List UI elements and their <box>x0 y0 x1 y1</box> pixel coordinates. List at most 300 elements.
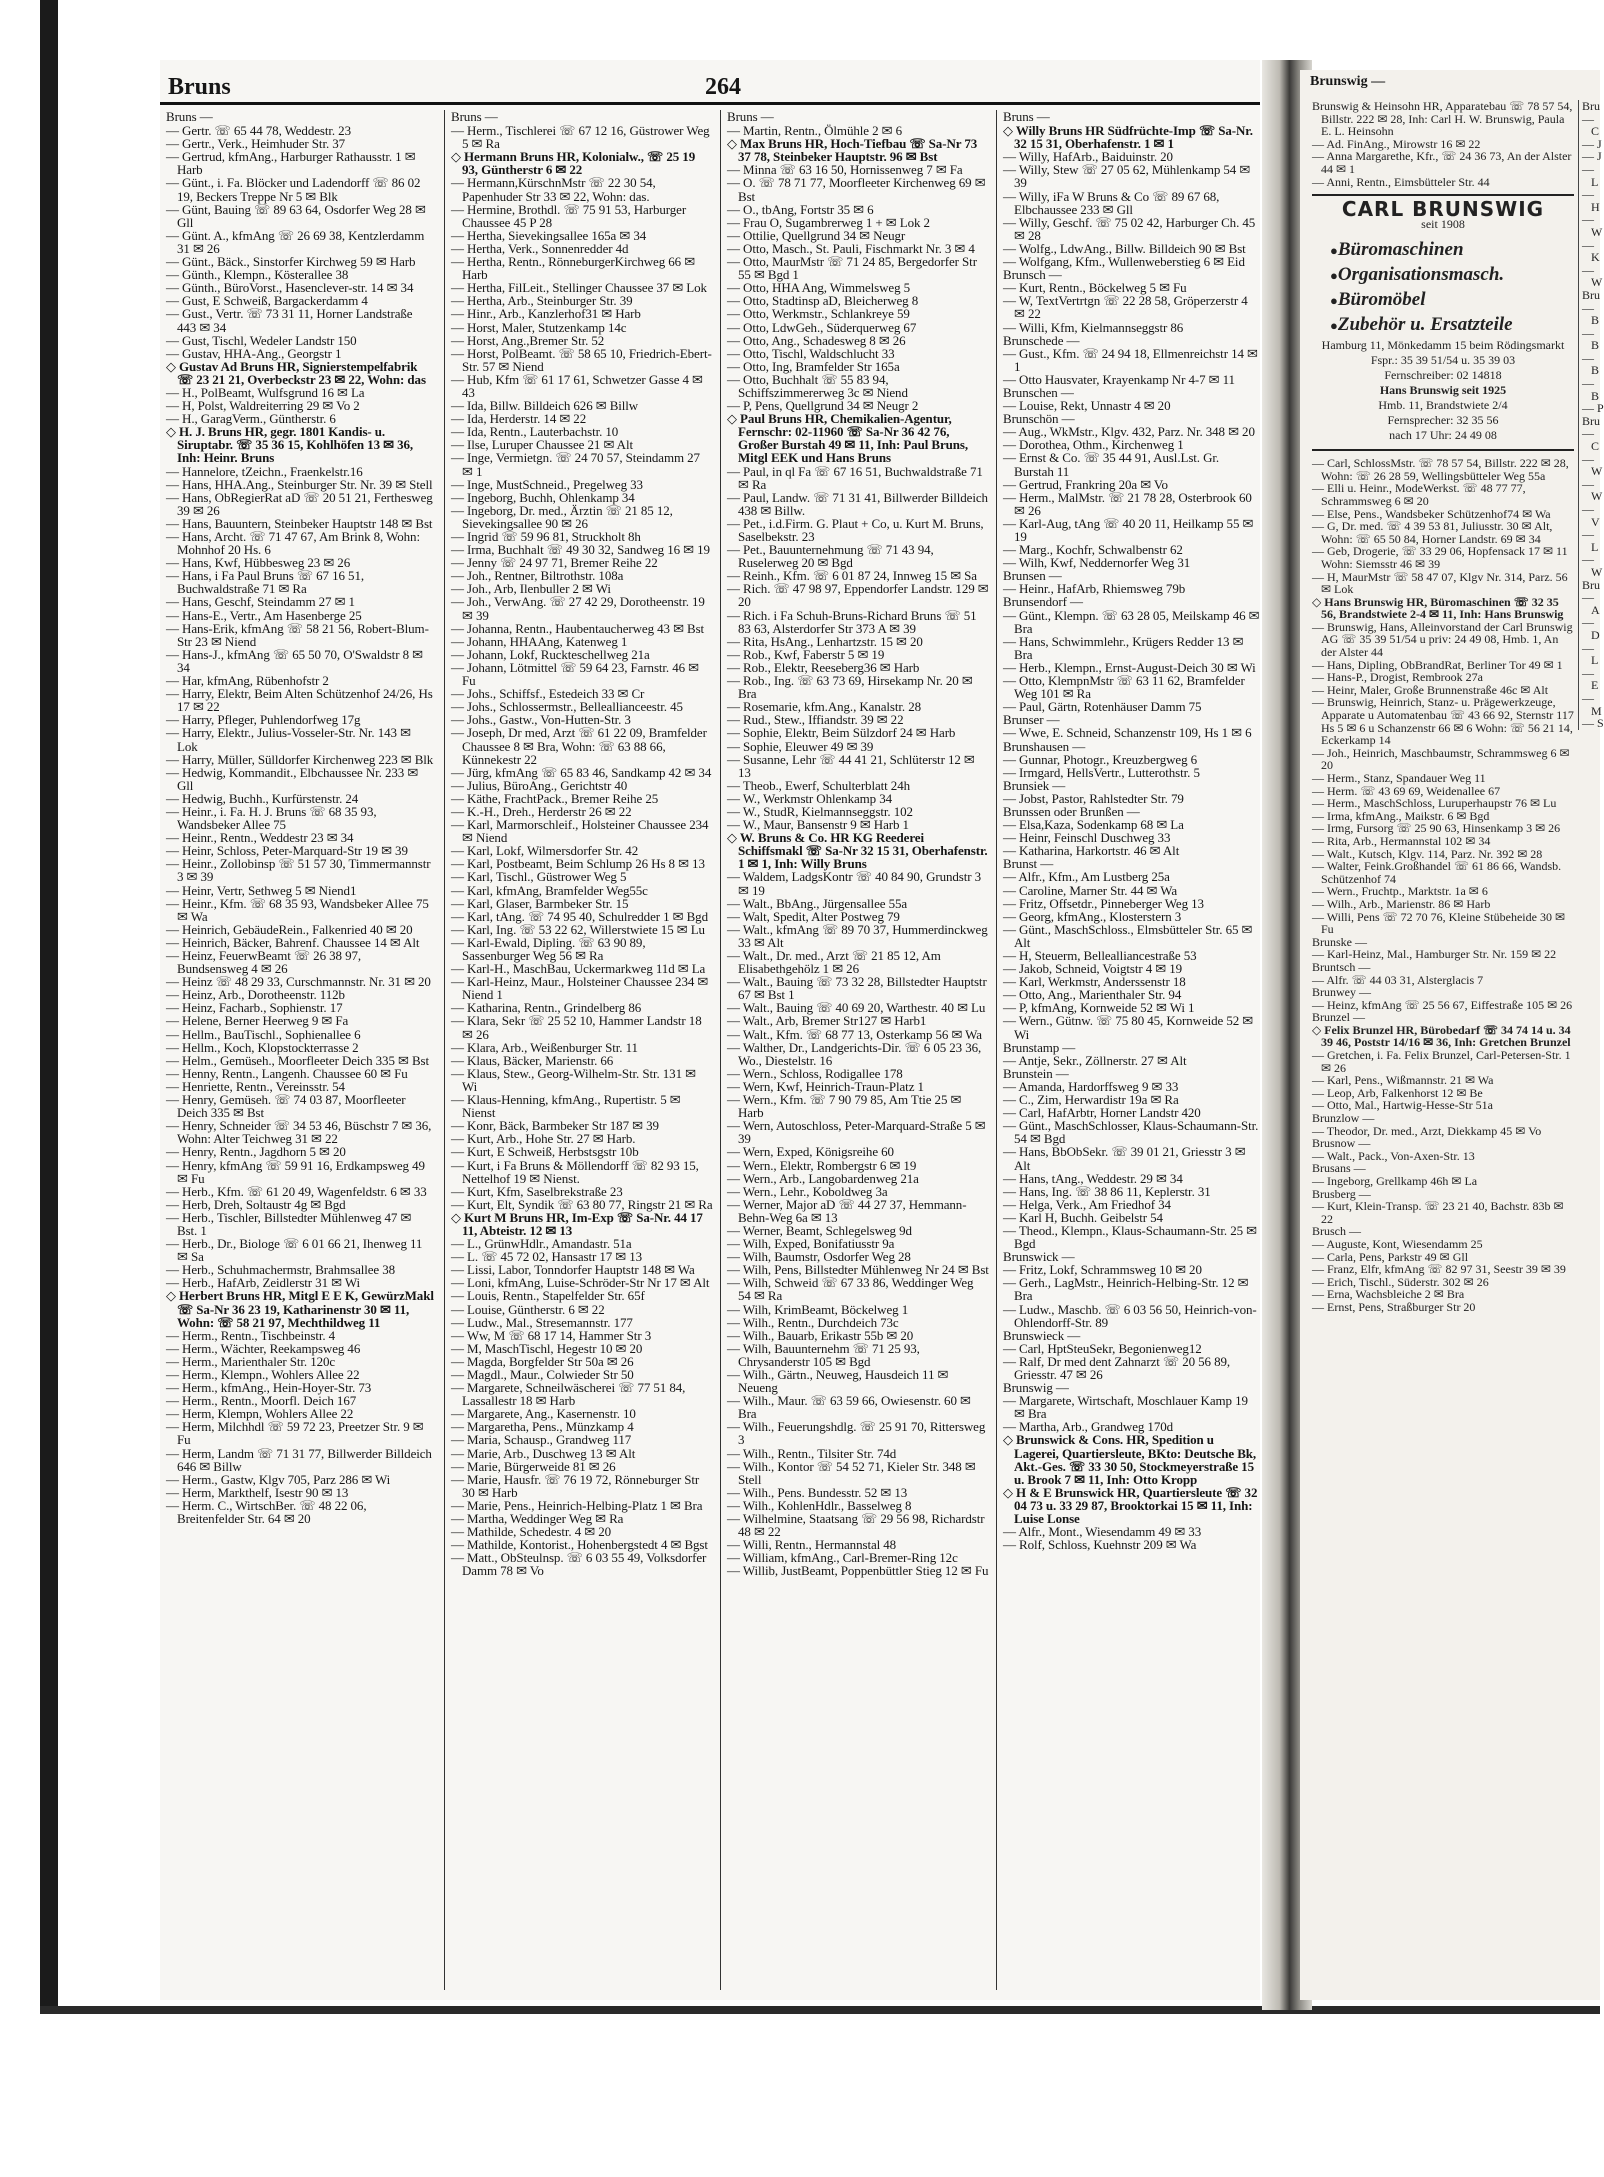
list-item: — Wilh, Baumstr, Osdorfer Weg 28 <box>727 1249 911 1265</box>
list-item: — Anna Margarethe, Kfr., ☏ 24 36 73, An der Alster 44 ✉ 1 <box>1312 149 1572 176</box>
list-item: — Günth., Klempn., Kösterallee 38 <box>166 267 349 283</box>
list-item: — Wilh., Maur. ☏ 63 59 66, Owiesenstr. 60 ✉ Bra <box>727 1393 971 1422</box>
list-item: — Alfr. ☏ 44 03 31, Alsterglacis 7 <box>1312 972 1484 987</box>
list-item: — Wern., Fruchtp., Marktstr. 1a ✉ 6 <box>1312 884 1488 899</box>
list-item: — B <box>1582 376 1600 403</box>
ad-address-2: Hmb. 11, Brandstwiete 2/4 <box>1378 398 1508 413</box>
list-item: — Gust, Tischl, Wedeler Landstr 150 <box>166 332 357 348</box>
list-item: — Susanne, Lehr ☏ 44 41 21, Schlüterstr 12 ✉ 13 <box>727 751 975 780</box>
list-item: — Werner, Major aD ☏ 44 27 37, Hemmann-Behn-Weg 6a ✉ 13 <box>727 1196 967 1225</box>
list-item: — Leop, Arb, Falkenhorst 12 ✉ Be <box>1312 1085 1483 1100</box>
list-item: — Wern., Arb., Langobardenweg 21a <box>727 1170 919 1186</box>
list-item: — W., Maur, Bansenstr 9 ✉ Harb 1 <box>727 817 909 833</box>
list-item: — Caroline, Marner Str. 44 ✉ Wa <box>1003 882 1178 898</box>
ad-since: seit 1908 <box>1421 217 1465 232</box>
list-item: — Theodor, Dr. med., Arzt, Diekkamp 45 ✉ Vo <box>1312 1123 1542 1138</box>
list-item: Brunschen — <box>1003 384 1074 400</box>
list-item: — Günt., i. Fa. Blöcker und Ladendorff ☏ 86 02 19, Beckers Treppe Nr 5 ✉ Blk <box>166 175 421 204</box>
list-item: — Wilh., Gärtn., Neuweg, Hausdeich 11 ✉ Neueng <box>727 1367 949 1396</box>
facing-entries-top <box>1312 100 1574 188</box>
list-item: — W <box>1582 262 1603 290</box>
list-item: — Wern., Elektr, Rombergstr 6 ✉ 19 <box>727 1157 917 1173</box>
list-item: — H., GaragVerm., Güntherstr. 6 <box>166 411 336 427</box>
list-item: — Walt., Dr. med., Arzt ☏ 21 85 12, Am Elisabethgehölz 1 ✉ 26 <box>727 948 941 977</box>
list-item: — Wern, Exped, Königsreihe 60 <box>727 1144 894 1160</box>
list-item: — Walt., Kfm. ☏ 68 77 13, Osterkamp 56 ✉ Wa <box>727 1026 982 1042</box>
list-item: — L <box>1582 640 1599 668</box>
list-item: — Karl, Tischl., Güstrower Weg 5 <box>451 869 627 885</box>
list-item: — Günt., MaschSchloss., Elmsbütteler Str. 65 ✉ Alt <box>1003 921 1253 950</box>
column-2 <box>444 110 713 1990</box>
list-item: Brunst — <box>1003 856 1054 872</box>
list-item: — B <box>1582 350 1600 378</box>
list-item: — Georg, kfmAng., Klosterstern 3 <box>1003 908 1182 924</box>
list-item: — Günt, Bauing ☏ 89 63 64, Osdorfer Weg 28 ✉ Gll <box>166 201 426 230</box>
list-item: — Frau O, Sugambrerweg 1 + ✉ Lok 2 <box>727 214 930 230</box>
list-item: Bru <box>1582 287 1600 302</box>
column-continuation: Bruns — <box>727 109 774 124</box>
list-item: — Johs., Gastw., Von-Hutten-Str. 3 <box>451 712 631 728</box>
facing-entries-bottom <box>1312 457 1574 1313</box>
list-item: — Waldem, LadgsKontr ☏ 40 84 90, Grundstr 3 ✉ 19 <box>727 869 982 898</box>
list-item: — W <box>1582 212 1603 239</box>
list-item: — Karl H, Buchh. Geibelstr 54 <box>1003 1209 1163 1225</box>
list-item: — Karl-Ewald, Dipling. ☏ 63 90 89, Sassenburger Weg 56 ✉ Ra <box>451 934 646 963</box>
list-item: — Günt., Klempn. ☏ 63 28 05, Meilskamp 46 ✉ Bra <box>1003 607 1260 636</box>
list-item: — Hub, Kfm ☏ 61 17 61, Schwetzer Gasse 4 ✉ 43 <box>451 371 703 400</box>
list-item: — Herb., Klempn., Ernst-August-Deich 30 ✉ Wi <box>1003 659 1256 675</box>
list-item: — Ida, Billw. Billdeich 626 ✉ Billw <box>451 398 639 414</box>
list-item: — Johann, Lokf, Ruckteschellweg 21a <box>451 646 650 662</box>
list-item: — Walt., Pack., Von-Axen-Str. 13 <box>1312 1148 1475 1163</box>
list-item: — Herm, Landm ☏ 71 31 77, Billwerder Billdeich 646 ✉ Billw <box>166 1445 432 1474</box>
list-item: — Irmg, Fursorg ☏ 25 90 63, Hinsenkamp 3 ✉ 26 <box>1312 821 1561 836</box>
list-item: — G, Dr. med. ☏ 4 39 53 81, Juliusstr. 30 ✉ Alt, Wohn: ☏ 65 50 84, Horner Landstr. 69 ✉ 34 <box>1312 519 1553 546</box>
list-item: — Hinr., Arb., Kanzlerhof31 ✉ Harb <box>451 306 641 322</box>
list-item: — Heinr., HafArb, Rhiemsweg 79b <box>1003 581 1186 597</box>
list-item: — Hermine, Brothdl. ☏ 75 91 53, Harburger Chaussee 45 P 28 <box>451 201 687 230</box>
list-item: — L. ☏ 45 72 02, Hansastr 17 ✉ 13 <box>451 1249 643 1265</box>
list-item: — Wilh., Rentn., Durchdeich 73c <box>727 1314 899 1330</box>
list-item: — Louise, Rekt, Unnastr 4 ✉ 20 <box>1003 398 1171 414</box>
column-3 <box>720 110 989 1990</box>
list-item: — Jürg, kfmAng ☏ 65 83 46, Sandkamp 42 ✉ 34 <box>451 764 712 780</box>
list-item: Brusch — <box>1312 1224 1361 1239</box>
list-item: — Gertrud, Frankring 20a ✉ Vo <box>1003 476 1168 492</box>
ad-phone: Fspr.: 35 39 51/54 u. 35 39 03 <box>1370 353 1516 368</box>
list-item: — Auguste, Kont, Wiesendamm 25 <box>1312 1236 1483 1251</box>
list-item: — Else, Pens., Wandsbeker Schützenhof74 ✉ Wa <box>1312 506 1551 521</box>
list-item: — Herm, Milchhdl ☏ 59 72 23, Preetzer Str. 9 ✉ Fu <box>166 1419 424 1448</box>
scan-bottom-edge <box>40 2006 1600 2014</box>
column-1 <box>166 110 434 1990</box>
list-item: — Fritz, Offsetdr., Pinneberger Weg 13 <box>1003 895 1204 911</box>
list-item: — Marie, Pens., Heinrich-Helbing-Platz 1 ✉ Bra <box>451 1497 703 1513</box>
list-item: — Willi, Pens ☏ 72 70 76, Kleine Stübeheide 30 ✉ Fu <box>1312 909 1566 937</box>
list-item: — H, MaurMstr ☏ 58 47 07, Klgv Nr. 314, Parz. 56 ✉ Lok <box>1312 569 1568 597</box>
list-item: — Paul, Landw. ☏ 71 31 41, Billwerder Billdeich 438 ✉ Billw. <box>727 489 988 518</box>
list-item: — Henriette, Rentn., Vereinsstr. 54 <box>166 1078 345 1094</box>
list-item: — Karl, Ing. ☏ 53 22 62, Willerstwiete 15 ✉ Lu <box>451 921 705 937</box>
list-item: — Hedwig, Kommandit., Elbchaussee Nr. 233 ✉ Gll <box>166 764 419 793</box>
list-item: — Margaretha, Pens., Münzkamp 4 <box>451 1419 634 1435</box>
list-item: — Joh., VerwAng. ☏ 27 42 29, Dorotheenstr. 19 ✉ 39 <box>451 594 705 623</box>
list-item: — Henry, Schneider ☏ 34 53 46, Büschstr 7 ✉ 36, Wohn: Alter Teichweg 31 ✉ 22 <box>166 1118 432 1147</box>
list-item: — Martha, Weddinger Weg ✉ Ra <box>451 1511 624 1527</box>
list-item: — Katharina, Rentn., Grindelberg 86 <box>451 1000 642 1016</box>
list-item: — Hertha, Rentn., RönneburgerKirchweg 66 ✉ Harb <box>451 254 696 283</box>
list-item: — Mathilde, Kontorist., Hohenbergstedt 4 ✉ Bgst <box>451 1537 708 1553</box>
list-item: — Jakob, Schneid, Voigtstr 4 ✉ 19 <box>1003 961 1183 977</box>
list-item: — Herm., Wächter, Reekampsweg 46 <box>166 1340 361 1356</box>
list-item: — Herb., Tischler, Billstedter Mühlenweg 47 ✉ Bst. 1 <box>166 1209 412 1238</box>
list-item: — Karl, Marmorschleif., Holsteiner Chaussee 234 ✉ Niend <box>451 817 709 846</box>
list-item: — Dorothea, Othm., Kirchenweg 1 <box>1003 437 1184 453</box>
list-item: — Wwe, E. Schneid, Schanzenstr 109, Hs 1 ✉ 6 <box>1003 725 1252 741</box>
list-item: — Rob., Elektr, Reeseberg36 ✉ Harb <box>727 659 920 675</box>
list-item: — Heinr, Maler, Große Brunnenstraße 46c ✉ Alt <box>1312 682 1549 697</box>
list-item: — Wern, Autoschloss, Peter-Marquard-Straße 5 ✉ 39 <box>727 1118 986 1147</box>
list-item: — Margarete, Wirtschaft, Moschlauer Kamp 19 ✉ Bra <box>1003 1393 1248 1422</box>
list-item: — Wern., Lehr., Koboldweg 3a <box>727 1183 888 1199</box>
list-item: — Geb, Drogerie, ☏ 33 29 06, Hopfensack 17 ✉ 11 Wohn: Siemsstr 46 ✉ 39 <box>1312 544 1568 571</box>
list-item: Brunswieck — <box>1003 1327 1081 1343</box>
list-item: — Otto, Ang., Schadesweg 8 ✉ 26 <box>727 332 906 348</box>
list-item: — Irma, kfmAng., Maikstr. 6 ✉ Bgd <box>1312 808 1490 823</box>
list-item: — Franz, Elfr, kfmAng ☏ 82 97 31, Seestr 39 ✉ 39 <box>1312 1262 1566 1277</box>
list-item: — Hans-P., Drogist, Rembrook 27a <box>1312 670 1483 685</box>
list-item: — Horst, Maler, Stutzenkamp 14c <box>451 319 627 335</box>
list-item: — Herm., kfmAng., Hein-Hoyer-Str. 73 <box>166 1380 372 1396</box>
list-item: — Karl-Heinz, Maur., Holsteiner Chaussee 234 ✉ Niend 1 <box>451 974 709 1003</box>
list-item: — Wern., Schloss, Rodigallee 178 <box>727 1065 903 1081</box>
list-item: — Otto, Stadtinsp aD, Bleicherweg 8 <box>727 293 919 309</box>
list-item: Brunsiek — <box>1003 777 1066 793</box>
list-item: — Mathilde, Schedestr. 4 ✉ 20 <box>451 1524 612 1540</box>
list-item: — Minna ☏ 63 16 50, Hornissenweg 7 ✉ Fa <box>727 162 963 178</box>
list-item: — Otto, Ing, Bramfelder Str 165a <box>727 358 900 374</box>
list-item: — Julius, BüroAng., Gerichtstr 40 <box>451 777 628 793</box>
ad-line-3: ● Büromöbel <box>1316 288 1570 313</box>
list-item: — Har, kfmAng, Rübenhofstr 2 <box>166 673 329 689</box>
list-item: — Herb., HafArb, Zeidlerstr 31 ✉ Wi <box>166 1275 360 1291</box>
list-item: — S <box>1582 716 1604 731</box>
list-item: — Ingeborg, Grellkamp 46h ✉ La <box>1312 1174 1478 1188</box>
list-item: Brunsch — <box>1003 267 1062 283</box>
list-item: — Hans, Bauuntern, Steinbeker Hauptstr 148 ✉ Bst <box>166 515 433 531</box>
list-item: — P <box>1582 401 1604 416</box>
list-item: ◇ Paul Bruns HR, Chemikalien-Agentur, Fernschr: 02-11960 ☏ Sa-Nr 36 42 76, Großer Burstah 49 ✉ 11, Inh: Paul Bruns, Mitgl EEK und Hans Bruns <box>727 411 968 466</box>
list-item: — Hans, ObRegierRat aD ☏ 20 51 21, Ferthesweg 39 ✉ 26 <box>166 489 433 518</box>
list-item: — Wilh., KohlenHdlr., Basselweg 8 <box>727 1497 912 1513</box>
list-item: — Reinh., Kfm. ☏ 6 01 87 24, Innweg 15 ✉ Sa <box>727 568 977 584</box>
list-item: — Klaus, Bäcker, Marienstr. 66 <box>451 1052 614 1068</box>
list-item: — Wern., Gütnw. ☏ 75 80 45, Kornweide 52 ✉ Wi <box>1003 1013 1254 1042</box>
list-item: — H <box>1582 187 1600 214</box>
list-item: — Gust, E Schweiß, Bargackerdamm 4 <box>166 293 368 309</box>
list-item: — Lissi, Labor, Tonndorfer Hauptstr 148 ✉ Wa <box>451 1262 695 1278</box>
list-item: — Hans-E., Vertr., Am Hasenberge 25 <box>166 607 362 623</box>
list-item: — Herb, Dreh, Soltaustr 4g ✉ Bgd <box>166 1196 346 1212</box>
list-item: — Hans, tAng., Weddestr. 29 ✉ 34 <box>1003 1170 1183 1186</box>
list-item: — Katharina, Harkortstr. 46 ✉ Alt <box>1003 843 1180 859</box>
list-item: — Johs., Schiffsf., Estedeich 33 ✉ Cr <box>451 686 645 702</box>
list-item: — Willy, Stew ☏ 27 05 62, Mühlenkamp 54 ✉ 39 <box>1003 162 1251 191</box>
list-item: Brunschede — <box>1003 332 1080 348</box>
list-item: — Herb., Schuhmachermstr, Brahmsallee 38 <box>166 1262 396 1278</box>
list-item: — Gertr., Verk., Heimhuder Str. 37 <box>166 136 346 152</box>
list-item: — Anni, Rentn., Eimsbütteler Str. 44 <box>1312 174 1490 189</box>
list-item: — Karl, Glaser, Barmbeker Str. 15 <box>451 895 629 911</box>
list-item: — Otto, LdwGeh., Süderquerweg 67 <box>727 319 917 335</box>
list-item: — Heinr., i. Fa. H. J. Bruns ☏ 68 35 93, Wandsbeker Allee 75 <box>166 803 377 833</box>
list-item: — Herm. C., WirtschBer. ☏ 48 22 06, Breitenfelder Str. 64 ✉ 20 <box>166 1497 367 1527</box>
list-item: — W., Werkmstr Ohlenkamp 34 <box>727 790 892 806</box>
list-item: — Hellm., BauTischl., Sophienallee 6 <box>166 1026 361 1042</box>
list-item: — W <box>1582 552 1603 579</box>
list-item: Brunzlow — <box>1312 1111 1375 1126</box>
list-item: — Ingeborg, Buchh, Ohlenkamp 34 <box>451 489 635 505</box>
page-header <box>160 68 1260 105</box>
list-item: — Hertha, Verk., Sonnenredder 4d <box>451 240 629 256</box>
list-item: — Walt., kfmAng ☏ 89 70 37, Hummerdinckweg 33 ✉ Alt <box>727 921 988 950</box>
list-item: Brunsendorf — <box>1003 594 1083 610</box>
list-item: Brunstamp — <box>1003 1039 1076 1055</box>
list-item: — Rosemarie, kfm.Ang., Kanalstr. 28 <box>727 699 921 715</box>
list-item: ◇ Willy Bruns HR Südfrüchte-Imp ☏ Sa-Nr. 32 15 31, Oberhafenstr. 1 ✉ 1 <box>1003 123 1253 152</box>
list-item: — Karl, kfmAng, Bramfelder Weg55c <box>451 882 648 898</box>
list-item: — Wilh, Schweid ☏ 67 33 86, Weddinger Weg 54 ✉ Ra <box>727 1275 974 1304</box>
list-item: — Fritz, Lokf, Schrammsweg 10 ✉ 20 <box>1003 1262 1202 1278</box>
list-item: — Wilh., Rentn., Tilsiter Str. 74d <box>727 1445 897 1461</box>
list-item: — Otto, MaurMstr ☏ 71 24 85, Bergedorfer Str 55 ✉ Bgd 1 <box>727 254 977 283</box>
list-item: — Louise, Güntherstr. 6 ✉ 22 <box>451 1301 605 1317</box>
list-item: Brunssen oder Brunßen — <box>1003 803 1140 819</box>
list-item: — Johs., Schlossermstr., Belleallianceestr. 45 <box>451 699 683 715</box>
list-item: — Wilh., Kontor ☏ 54 52 71, Kieler Str. 348 ✉ Stell <box>727 1458 976 1487</box>
list-item: — Rolf, Schloss, Kuehnstr 209 ✉ Wa <box>1003 1537 1197 1553</box>
list-item: — W <box>1582 476 1603 504</box>
list-item: — Alfr., Mont., Wiesendamm 49 ✉ 33 <box>1003 1524 1202 1540</box>
list-item: — Wern., Kfm. ☏ 7 90 79 85, Am Ttie 25 ✉ Harb <box>727 1092 962 1121</box>
list-item: ◇ W. Bruns & Co. HR KG Reederei Schiffsmakl ☏ Sa-Nr 32 15 31, Oberhafenstr. 1 ✉ 1, Inh: Willy Bruns <box>727 830 988 872</box>
list-item: — Loni, kfmAng, Luise-Schröder-Str Nr 17 ✉ Alt <box>451 1275 710 1291</box>
list-item: — Heinr, Feinschl Duschweg 33 <box>1003 830 1171 846</box>
list-item: — Kurt, E Schweiß, Herbstsgstr 10b <box>451 1144 639 1160</box>
list-item: ◇ Felix Brunzel HR, Bürobedarf ☏ 34 74 14 u. 34 39 46, Poststr 14/16 ✉ 36, Inh: Gretchen Brunzel <box>1312 1022 1571 1050</box>
list-item: — Günt. A., kfmAng ☏ 26 69 38, Kentzlerdamm 31 ✉ 26 <box>166 227 425 256</box>
list-item: — Joseph, Dr med, Arzt ☏ 61 22 09, Bramfelder Chaussee 8 ✉ Bra, Wohn: ☏ 63 88 66, Künnekestr 22 <box>451 725 707 767</box>
ad-address: Hamburg 11, Mönkedamm 15 beim Rödingsmarkt <box>1321 338 1565 353</box>
list-item: — Pet., Bauunternehmung ☏ 71 43 94, Ruselerweg 20 ✉ Bgd <box>727 542 934 571</box>
list-item: — Willy, Geschf. ☏ 75 02 42, Harburger Ch. 45 ✉ 28 <box>1003 214 1256 243</box>
scan-left-border <box>40 0 58 2010</box>
list-item: — Hans, Kwf, Hübbesweg 23 ✉ 26 <box>166 555 351 571</box>
list-item: — Klara, Sekr ☏ 25 52 10, Hammer Landstr 18 ✉ 26 <box>451 1013 702 1042</box>
list-item: — D <box>1582 615 1600 642</box>
list-item: — Wilh, KrimBeamt, Böckelweg 1 <box>727 1301 909 1317</box>
list-item: ◇ Brunswick & Cons. HR, Spedition u Lagerei, Quartiersleute, BKto: Deutsche Bk, Akt.-Ges. ☏ 33 30 50, Stockmeyerstraße 15 u. Brook 7 ✉ 11, Inh: Otto Kropp <box>1003 1432 1257 1487</box>
list-item: — Helene, Berner Heerweg 9 ✉ Fa <box>166 1013 349 1029</box>
list-item: — Kurt, Kfm, Saselbrekstraße 23 <box>451 1183 623 1199</box>
list-item: — Walt., BbAng., Jürgensallee 55a <box>727 895 908 911</box>
list-item: Brunstein — <box>1003 1065 1069 1081</box>
list-item: — Heinr, Schloss, Peter-Marquard-Str 19 ✉ 39 <box>166 843 408 859</box>
list-item: ◇ H. J. Bruns HR, gegr. 1801 Kandis- u. Siruptabr. ☏ 35 36 15, Kohlhöfen 13 ✉ 36, Inh: Heinr. Bruns <box>166 424 414 466</box>
list-item: — Walt., Arb, Bremer Str127 ✉ Harb1 <box>727 1013 927 1029</box>
list-item: — Harry, Elektr., Julius-Vosseler-Str. Nr. 143 ✉ Lok <box>166 725 411 754</box>
list-item: — Ottilie, Quellgrund 34 ✉ Neugr <box>727 227 906 243</box>
list-item: — Carl, HptSteuSekr, Begonienweg12 <box>1003 1340 1202 1356</box>
list-item: — Herm. ☏ 43 69 69, Weidenallee 67 <box>1312 783 1501 798</box>
list-item: — Henry, Gemüseh. ☏ 74 03 87, Moorfleeter Deich 335 ✉ Bst <box>166 1092 406 1121</box>
list-item: — Theod., Klempn., Klaus-Schaumann-Str. 25 ✉ Bgd <box>1003 1222 1257 1252</box>
list-item: ◇ Hermann Bruns HR, Kolonialw., ☏ 25 19 93, Güntherstr 6 ✉ 22 <box>451 149 696 178</box>
list-item: — Ludw., Mal., Stresemannstr. 177 <box>451 1314 633 1330</box>
list-item: — Günt., Bäck., Sinstorfer Kirchweg 59 ✉ Harb <box>166 254 416 270</box>
list-item: — Ernst, Pens, Straßburger Str 20 <box>1312 1299 1476 1314</box>
list-item: — Sophie, Eleuwer 49 ✉ 39 <box>727 738 874 754</box>
list-item: — Hans-Erik, kfmAng ☏ 58 21 56, Robert-Blum-Str 23 ✉ Niend <box>166 620 429 649</box>
list-item: — Hannelore, tZeichn., Fraenkelstr.16 <box>166 463 363 479</box>
list-item: — Horst, Ang.,Bremer Str. 52 <box>451 332 605 348</box>
list-item: Brusans — <box>1312 1161 1366 1176</box>
list-item: — Sophie, Elektr, Beim Sülzdorf 24 ✉ Harb <box>727 725 956 741</box>
list-item: — Joh., Arb, Ilenbuller 2 ✉ Wi <box>451 581 611 597</box>
list-item: — Hertha, Arb., Steinburger Str. 39 <box>451 293 633 309</box>
list-item: — Herm., Stanz, Spandauer Weg 11 <box>1312 771 1486 785</box>
list-item: — K <box>1582 237 1600 265</box>
list-item: — Elli u. Heinr., ModeWerkst. ☏ 48 77 77, Schrammsweg 6 ✉ 20 <box>1312 481 1526 508</box>
list-item: — Gustav, HHA-Ang., Georgstr 1 <box>166 345 342 361</box>
list-item: — Willi, Kfm, Kielmannseggstr 86 <box>1003 319 1184 335</box>
list-item: — L <box>1582 527 1599 554</box>
list-item: — Otto, Masch., St. Pauli, Fischmarkt Nr. 3 ✉ 4 <box>727 240 975 256</box>
list-item: — Rob., Ing. ☏ 63 73 69, Hirsekamp Nr. 20 ✉ Bra <box>727 673 973 702</box>
column-continuation: Bruns — <box>166 109 213 124</box>
list-item: — Ludw., Maschb. ☏ 6 03 56 50, Heinrich-von-Ohlendorff-Str. 89 <box>1003 1301 1257 1330</box>
list-item: — Brunswig, Hans, Alleinvorstand der Carl Brunswig AG ☏ 35 39 51/54 u priv: 24 49 08, Hmb. 1, An der Alster 44 <box>1312 619 1573 660</box>
list-item: — Ernst & Co. ☏ 35 44 91, Ausl.Lst. Gr. Burstah 11 <box>1003 450 1220 479</box>
list-item: — Heinr., Zollobinsp ☏ 51 57 30, Timmermannstr 3 ✉ 39 <box>166 856 431 885</box>
list-item: — Herm., Klempn., Wohlers Allee 22 <box>166 1367 360 1382</box>
list-item: — Wilh., Pens. Bundesstr. 52 ✉ 13 <box>727 1484 908 1500</box>
list-item: — Hedwig, Buchh., Kurfürstenstr. 24 <box>166 790 359 806</box>
list-item: Brunzel — <box>1312 1010 1365 1025</box>
list-item: Brunswig — <box>1003 1380 1069 1396</box>
list-item: ◇ Max Bruns HR, Hoch-Tiefbau ☏ Sa-Nr 73 37 78, Steinbeker Hauptstr. 96 ✉ Bst <box>727 136 978 165</box>
list-item: — Heinrich, GebäudeRein., Falkenried 40 ✉ 20 <box>166 921 413 937</box>
list-item: ◇ Hans Brunswig HR, Büromaschinen ☏ 32 35 56, Brandstwiete 2-4 ✉ 11, Inh: Hans Brunswig <box>1312 594 1564 622</box>
list-item: — H., PolBeamt, Wulfsgrund 16 ✉ La <box>166 384 365 400</box>
list-item: — Jenny ☏ 24 97 71, Bremer Reihe 22 <box>451 555 658 571</box>
list-item: — Wolfgang, Kfm., Wullenweberstieg 6 ✉ Eid <box>1003 254 1245 270</box>
list-item: — B <box>1582 325 1600 353</box>
list-item: — Ralf, Dr med dent Zahnarzt ☏ 20 56 89, Griesstr. 47 ✉ 26 <box>1003 1353 1231 1382</box>
list-item: — Herm, Markthelf, Isestr 90 ✉ 13 <box>166 1484 349 1500</box>
list-item: — Otto, Buchhalt ☏ 55 83 94, Schiffszimmererweg 3c ✉ Niend <box>727 371 908 400</box>
list-item: — Paul, in ql Fa ☏ 67 16 51, Buchwaldstraße 71 ✉ Ra <box>727 463 983 492</box>
list-item: — Klara, Arb., Weißenburger Str. 11 <box>451 1039 638 1055</box>
carl-brunswig-advertisement <box>1312 194 1574 451</box>
list-item: — Jobst, Pastor, Rahlstedter Str. 79 <box>1003 790 1184 806</box>
list-item: — Hans, i Fa Paul Bruns ☏ 67 16 51, Buchwaldstraße 71 ✉ Ra <box>166 568 365 597</box>
ad-after-hours: nach 17 Uhr: 24 49 08 <box>1389 428 1497 443</box>
list-item: — Kurt, Klein-Transp. ☏ 23 21 40, Bachstr. 83b ✉ 22 <box>1312 1199 1564 1226</box>
list-item: — Hermann,KürschnMstr ☏ 22 30 54, Papenhuder Str 33 ✉ 22, Wohn: das. <box>451 175 656 204</box>
list-item: — Herm., Tischlerei ☏ 67 12 16, Güstrower Weg 5 ✉ Ra <box>451 123 710 152</box>
ad-line-1: ● Büromaschinen <box>1316 238 1570 263</box>
list-item: — J <box>1582 136 1602 151</box>
list-item: — Ingrid ☏ 59 96 81, Struckholt 8h <box>451 529 641 544</box>
list-item: — Herm., Rentn., Tischbeinstr. 4 <box>166 1327 336 1343</box>
list-item: ◇ Kurt M Bruns HR, Im-Exp ☏ Sa-Nr. 44 17 11, Abteistr. 12 ✉ 13 <box>451 1209 703 1238</box>
list-item: — Hans, Archt. ☏ 71 47 67, Am Brink 8, Wohn: Mohnhof 20 Hs. 6 <box>166 529 420 558</box>
list-item: — Wern, Kwf, Heinrich-Traun-Platz 1 <box>727 1078 924 1094</box>
list-item: — W, TextVertrtgn ☏ 22 28 58, Gröperzerstr 4 ✉ 22 <box>1003 293 1248 322</box>
list-item: — Maria, Schausp., Grandweg 117 <box>451 1432 632 1448</box>
ad-since-2: Hans Brunswig seit 1925 <box>1379 383 1507 398</box>
list-item: — Wilh, Bauunternehm ☏ 71 25 93, Chrysanderstr 105 ✉ Bgd <box>727 1340 920 1369</box>
facing-column <box>1312 100 1574 1314</box>
list-item: — Marg., Kochfr, Schwalbenstr 62 <box>1003 542 1183 558</box>
list-item: — Günth., BüroVorst., Hasenclever-str. 14 ✉ 34 <box>166 280 414 296</box>
list-item: — Rich. ☏ 47 98 97, Eppendorfer Landstr. 129 ✉ 20 <box>727 581 989 610</box>
list-item: — Gerh., LagMstr., Heinrich-Helbing-Str. 12 ✉ Bra <box>1003 1275 1249 1304</box>
list-item: — K.-H., Dreh., Herderstr 26 ✉ 22 <box>451 803 632 819</box>
list-item: — L., GrünwHdlr., Amandastr. 51a <box>451 1236 632 1252</box>
list-item: — Willib, JustBeamt, Poppenbüttler Stieg 12 ✉ Fu <box>727 1563 989 1579</box>
list-item: — Rita, HsAng., Lenhartzstr. 15 ✉ 20 <box>727 633 923 649</box>
list-item: — Ilse, Luruper Chaussee 21 ✉ Alt <box>451 437 633 453</box>
list-item: — Hans, Geschf, Steindamm 27 ✉ 1 <box>166 594 355 610</box>
list-item: — Henry, Rentn., Jagdhorn 5 ✉ 20 <box>166 1144 346 1160</box>
list-item: — Karl, Postbeamt, Beim Schlump 26 Hs 8 ✉ 13 <box>451 856 705 872</box>
list-item: — Irmgard, HellsVertr., Lutterothstr. 5 <box>1003 764 1200 780</box>
list-item: — Johann, HHAAng, Katenweg 1 <box>451 633 628 649</box>
list-item: — Ida, Herderstr. 14 ✉ 22 <box>451 411 587 427</box>
list-item: Brunwey — <box>1312 985 1371 1000</box>
list-item: — Margarete, Schneilwäscherei ☏ 77 51 84, Lassallestr 18 ✉ Harb <box>451 1380 686 1409</box>
list-item: — Kurt, Arb., Hohe Str. 27 ✉ Harb. <box>451 1131 636 1147</box>
list-item: Brunswig & Heinsohn HR, Apparatebau ☏ 78 57 54, Billstr. 222 ✉ 28, Inh: Carl H. W. Brunswig, Paula E. L. Heinsohn <box>1312 99 1573 139</box>
list-item: — Inge, MustSchneid., Pregelweg 33 <box>451 476 643 492</box>
list-item: — Irma, Buchhalt ☏ 49 30 32, Sandweg 16 ✉ 19 <box>451 542 710 558</box>
list-item: — Werner, Beamt, Schlegelsweg 9d <box>727 1222 912 1238</box>
list-item: — Wilh., Feuerungshdlg. ☏ 25 91 70, Rittersweg 3 <box>727 1419 986 1448</box>
list-item: — Otto, Werkmstr., Schlankreye 59 <box>727 306 910 322</box>
list-item: — Kurt, Elt, Syndik ☏ 63 80 77, Ringstr 21 ✉ Ra <box>451 1196 713 1212</box>
list-item: — Margarete, Ang., Kasernenstr. 10 <box>451 1406 636 1422</box>
list-item: Bru <box>1582 577 1600 592</box>
list-item: — Aug., WkMstr., Klgv. 432, Parz. Nr. 348 ✉ 20 <box>1003 424 1255 440</box>
list-item: — Hellm., Koch, Klopstockterrasse 2 <box>166 1039 359 1055</box>
list-item: — Walt., Kutsch, Klgv. 114, Parz. Nr. 392 ✉ 28 <box>1312 846 1543 861</box>
list-item: — Joh., Rentner, Biltrothstr. 108a <box>451 568 624 584</box>
list-item: — Rich. i Fa Schuh-Bruns-Richard Bruns ☏ 51 83 63, Alsterdorfer Str 373 A ✉ 39 <box>727 607 977 636</box>
list-item: — Wolfg., LdwAng., Billw. Billdeich 90 ✉ Bst <box>1003 240 1246 256</box>
list-item: — Heinz, FeuerwBeamt ☏ 26 38 97, Bundsensweg 4 ✉ 26 <box>166 948 362 977</box>
ad-line-2: ● Organisationsmasch. <box>1316 263 1570 288</box>
column-4 <box>996 110 1261 1990</box>
list-item: — Henry, kfmAng ☏ 59 91 16, Erdkampsweg 49 ✉ Fu <box>166 1157 425 1186</box>
list-item: — C <box>1582 111 1600 139</box>
list-item: — Ida, Rentn., Lauterbachstr. 10 <box>451 424 619 440</box>
facing-page <box>1300 70 1604 2000</box>
ad-phone-2: Fernsprecher: 32 35 56 <box>1387 413 1499 428</box>
list-item: Brunswick — <box>1003 1249 1075 1265</box>
directory-page <box>160 60 1260 2000</box>
